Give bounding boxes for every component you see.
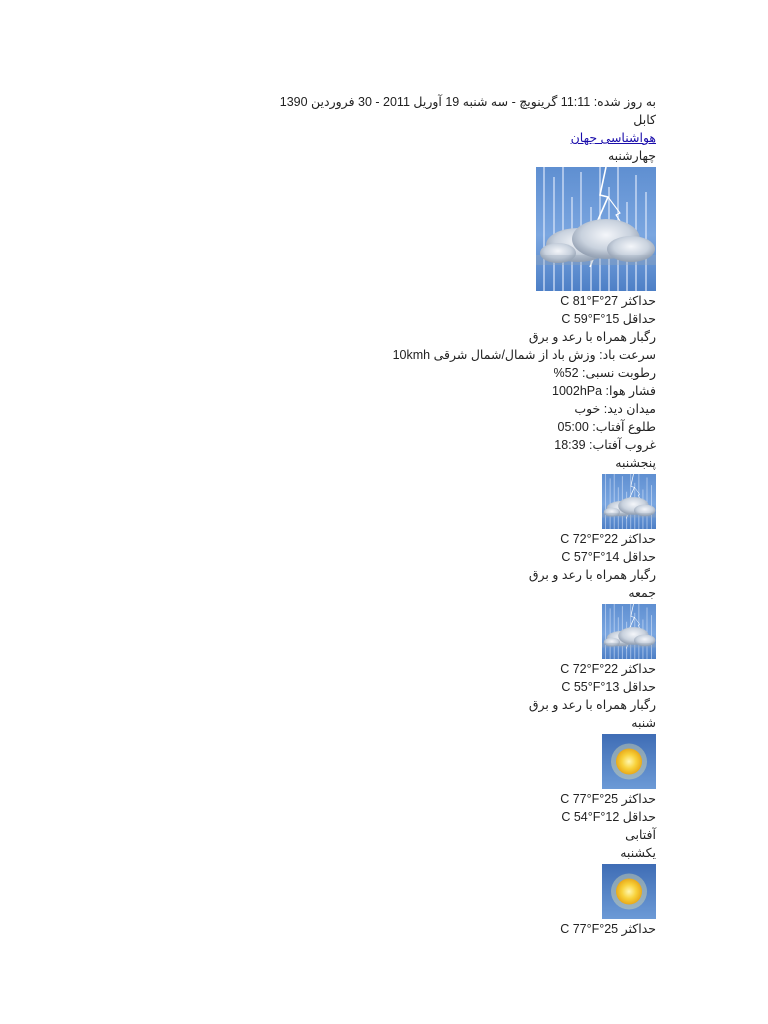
weather-image bbox=[236, 474, 656, 529]
min-temp: حداقل 15°C 59°F bbox=[561, 312, 656, 326]
thunderstorm-icon bbox=[602, 604, 656, 659]
day-name: چهارشنبه bbox=[607, 149, 656, 163]
sun-icon bbox=[602, 864, 656, 919]
max-temp: حداکثر 22°C 72°F bbox=[560, 532, 656, 546]
thunderstorm-icon bbox=[602, 474, 656, 529]
min-temp: حداقل 12°C 54°F bbox=[561, 810, 656, 824]
city-name: کابل bbox=[633, 113, 656, 127]
min-temp: حداقل 14°C 57°F bbox=[561, 550, 656, 564]
condition: رگبار همراه با رعد و برق bbox=[528, 330, 656, 344]
min-temp: حداقل 13°C 55°F bbox=[561, 680, 656, 694]
visibility: میدان دید: خوب bbox=[574, 402, 656, 416]
day-name: شنبه bbox=[631, 716, 656, 730]
updated-line: به روز شده: 11:11 گرینویچ - سه شنبه 19 آوریل 2011 - 30 فروردین 1390 bbox=[279, 95, 656, 109]
sun-icon bbox=[602, 734, 656, 789]
sunrise: طلوع آفتاب: 05:00 bbox=[557, 420, 656, 434]
max-temp: حداکثر 22°C 72°F bbox=[560, 662, 656, 676]
humidity: رطوبت نسبی: 52% bbox=[553, 366, 656, 380]
condition: آفتابی bbox=[625, 828, 656, 842]
world-weather-link[interactable]: هواشناسی جهان bbox=[570, 131, 656, 145]
day-name: جمعه bbox=[628, 586, 656, 600]
condition: رگبار همراه با رعد و برق bbox=[528, 698, 656, 712]
weather-image bbox=[236, 864, 656, 919]
day-name: یکشنبه bbox=[620, 846, 656, 860]
max-temp: حداکثر 27°C 81°F bbox=[560, 294, 656, 308]
weather-image bbox=[236, 604, 656, 659]
weather-report bbox=[236, 93, 656, 938]
max-temp: حداکثر 25°C 77°F bbox=[560, 792, 656, 806]
weather-image bbox=[236, 167, 656, 291]
wind-speed: سرعت باد: وزش باد از شمال/شمال شرقی 10kmh bbox=[392, 348, 656, 362]
weather-image bbox=[236, 734, 656, 789]
sunset: غروب آفتاب: 18:39 bbox=[554, 438, 656, 452]
pressure: فشار هوا: 1002hPa bbox=[552, 384, 656, 398]
day-name: پنجشنبه bbox=[615, 456, 656, 470]
condition: رگبار همراه با رعد و برق bbox=[528, 568, 656, 582]
thunderstorm-icon bbox=[536, 167, 656, 291]
max-temp: حداکثر 25°C 77°F bbox=[560, 922, 656, 936]
